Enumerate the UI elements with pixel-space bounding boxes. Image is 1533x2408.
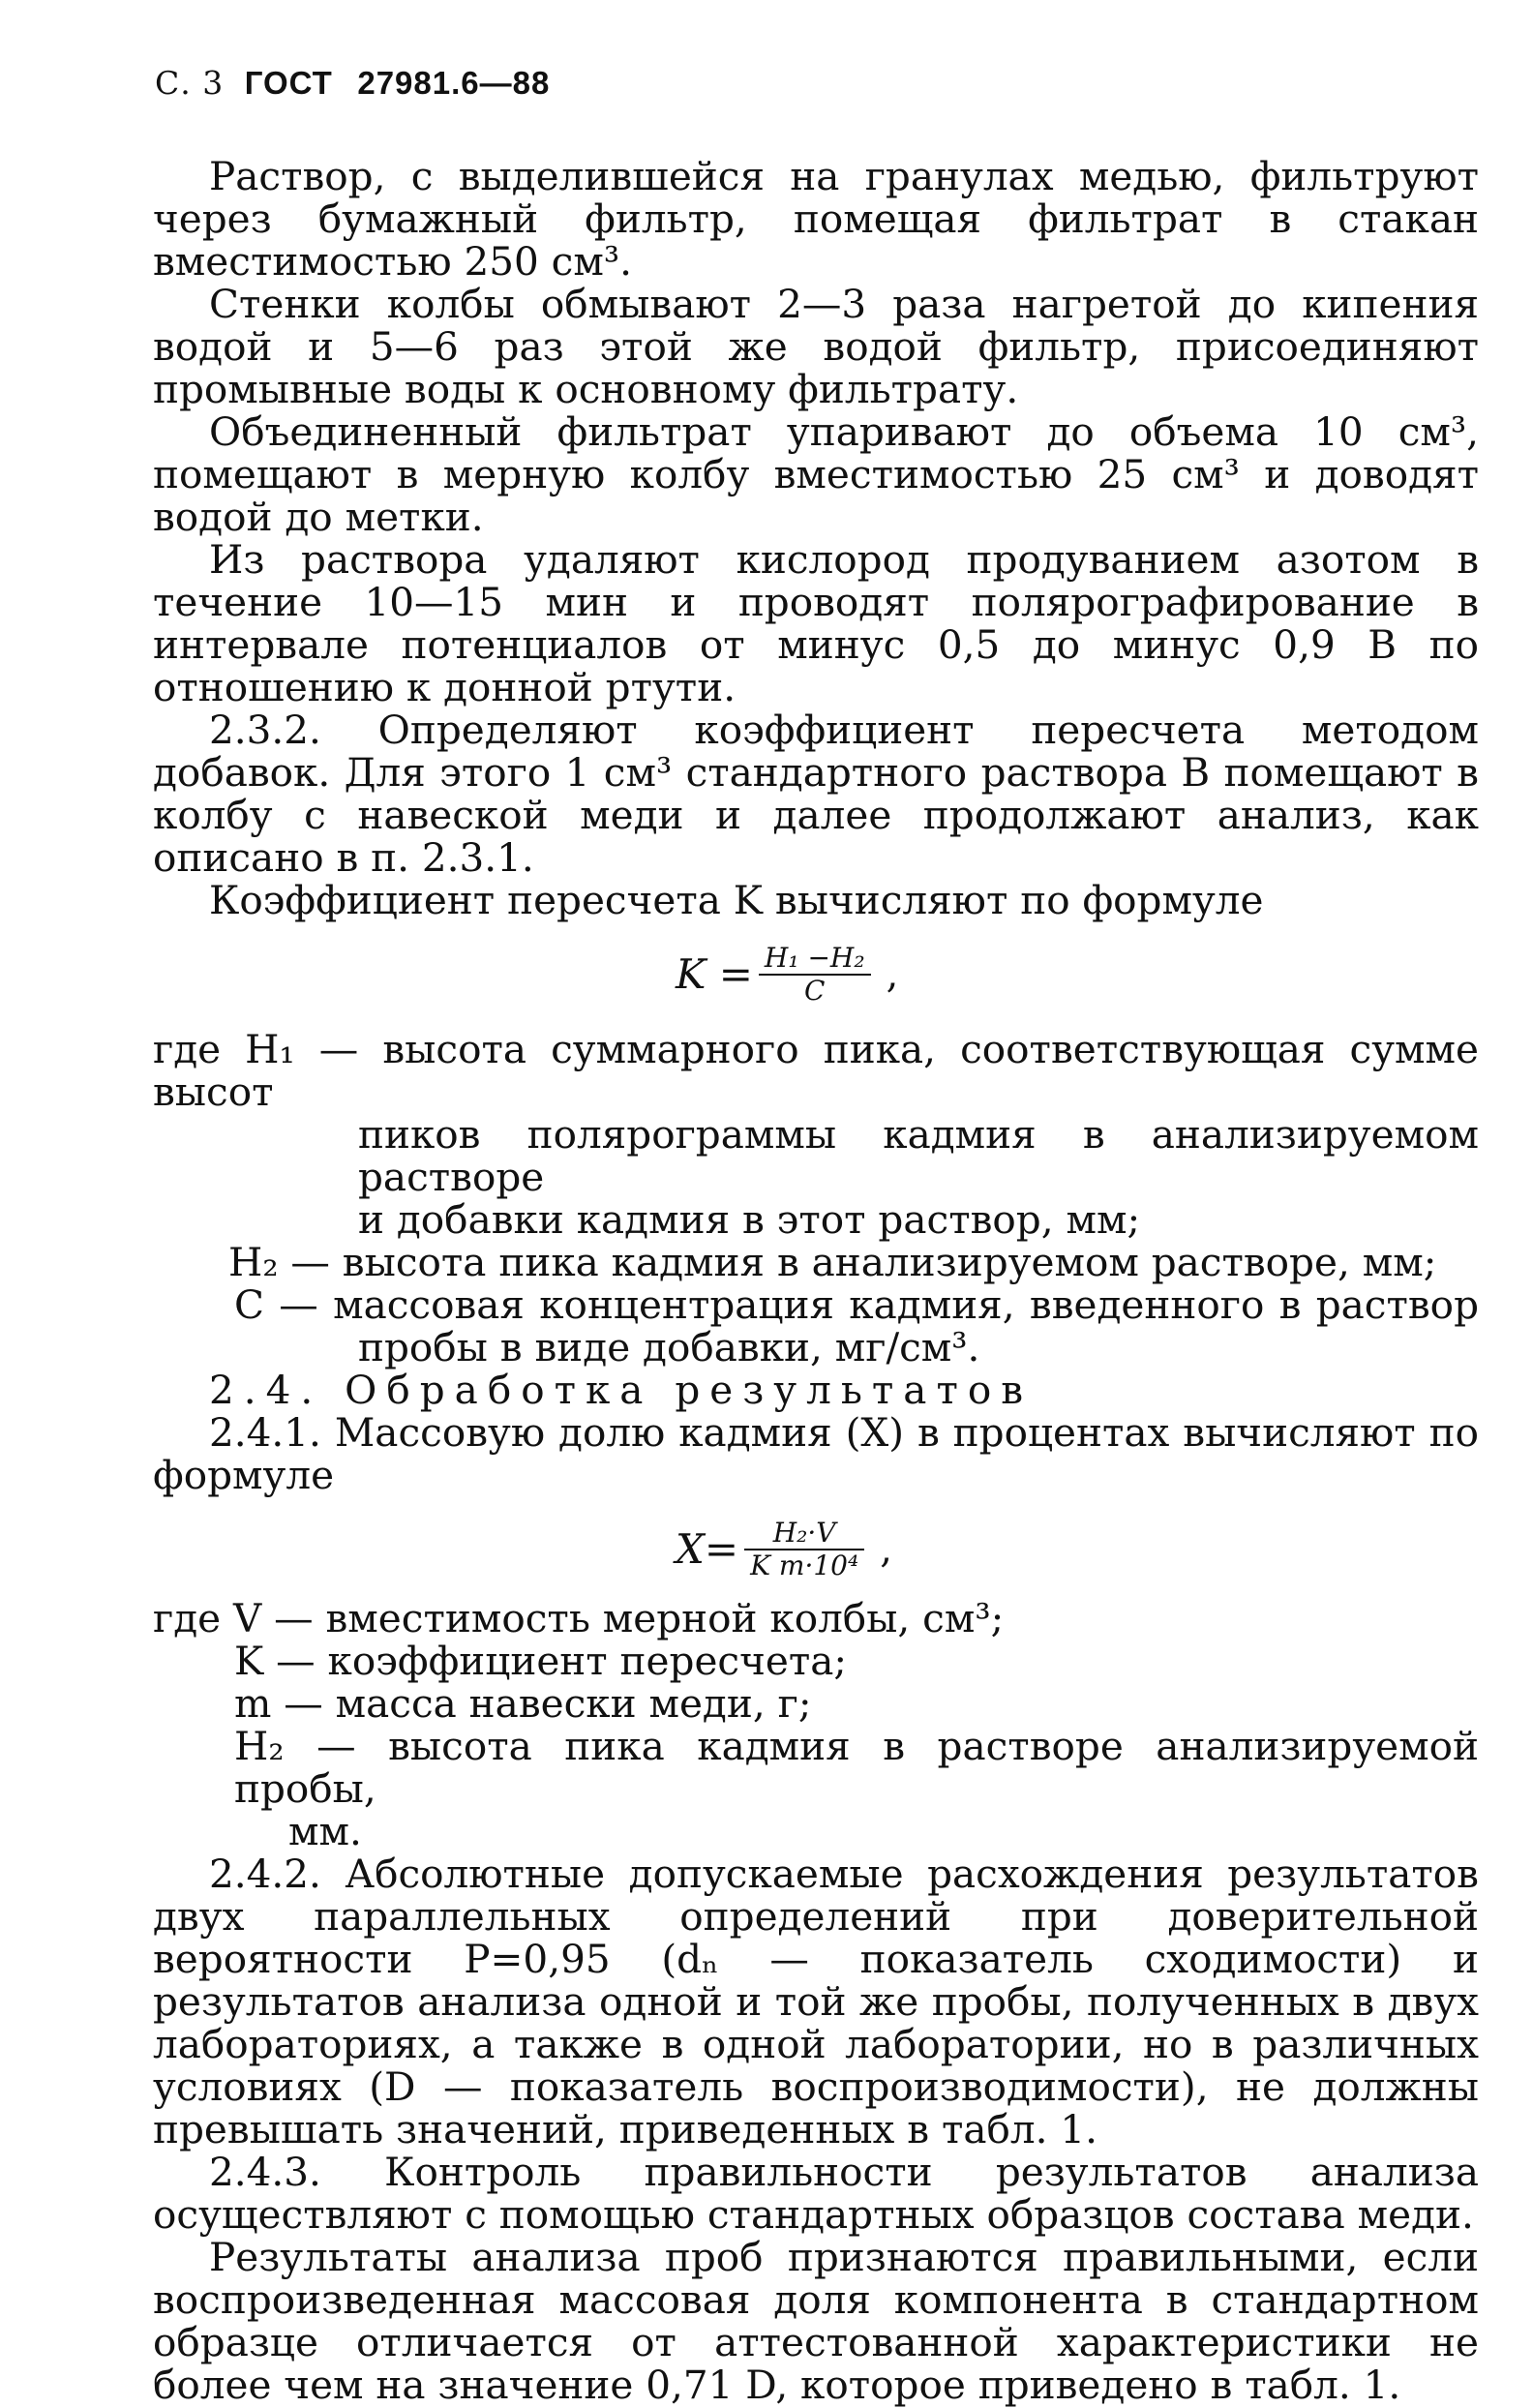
paragraph: Стенки колбы обмывают 2—3 раза нагретой до кипения водой и 5—6 раз этой же водой фильтр, присоединяют промывные воды к основному фильтрату. — [153, 281, 1479, 412]
definition-k: K — коэффициент пересчета; — [234, 1638, 848, 1684]
section-heading: 2.4. Обработка результатов — [209, 1367, 1034, 1413]
definitions-k — [153, 1028, 1479, 1369]
document-body — [153, 155, 1479, 2406]
formula-k — [153, 921, 1479, 1028]
fraction — [744, 1518, 864, 1581]
fraction-numerator: H₂·V — [772, 1517, 836, 1549]
paragraph: Объединенный фильтрат упаривают до объема 10 см³, помещают в мерную колбу вместимостью 25 см³ и доводят водой до метки. — [153, 408, 1479, 540]
paragraph: Раствор, с выделившейся на гранулах медью, фильтруют через бумажный фильтр, помещая фильтрат в стакан вместимостью 250 см³. — [153, 153, 1479, 285]
page-header — [155, 64, 550, 102]
definitions-x — [153, 1597, 1479, 1852]
paragraph: 2.4.1. Массовую долю кадмия (X) в процентах вычисляют по формуле — [153, 1409, 1479, 1498]
fraction-denominator: C — [804, 975, 826, 1007]
paragraph: 2.4.2. Абсолютные допускаемые расхождения результатов двух параллельных определений при доверительной вероятности P=0,95 (dₙ — показатель сходимости) и результатов анализа одной и той же пробы, полученных в двух лабораториях, а также в одной лаборатории, но в различных условиях (D — показатель воспроизводимости), не должны превышать значений, приведенных в табл. 1. — [153, 1851, 1479, 2152]
paragraph: Результаты анализа проб признаются правильными, если воспроизведенная массовая доля компонента в стандартном образце отличается от аттестованной характеристики не более чем на значение 0,71 D, которое приведено в табл. 1. — [153, 2234, 1479, 2408]
page-number: С. 3 — [155, 64, 225, 102]
fraction-numerator: H₁ −H₂ — [764, 942, 865, 974]
standard-label: ГОСТ — [244, 65, 333, 101]
formula-trail: , — [886, 952, 899, 997]
definition-c-cont: пробы в виде добавки, мг/см³. — [358, 1324, 980, 1370]
paragraph: 2.3.2. Определяют коэффициент пересчета методом добавок. Для этого 1 см³ стандартного раствора В помещают в колбу с навеской меди и далее продолжают анализ, как описано в п. 2.3.1. — [153, 707, 1479, 881]
definition-h2: H₂ — высота пика кадмия в анализируемом растворе, мм; — [228, 1239, 1437, 1285]
formula-lhs: K = — [676, 950, 753, 998]
definition-c: C — массовая концентрация кадмия, введенного в раствор — [234, 1281, 1479, 1328]
definition-m: m — масса навески меди, г; — [234, 1680, 812, 1727]
definition-h2: H₂ — высота пика кадмия в растворе анализируемой пробы, — [234, 1723, 1479, 1812]
definition-v: где V — вместимость мерной колбы, см³; — [153, 1595, 1005, 1641]
formula-lhs: X= — [676, 1525, 739, 1573]
definition-h1-cont: и добавки кадмия в этот раствор, мм; — [358, 1196, 1141, 1243]
definition-h2-cont: мм. — [288, 1808, 362, 1854]
fraction — [759, 943, 871, 1007]
paragraph: Из раствора удаляют кислород продуванием азотом в течение 10—15 мин и проводят полярографирование в интервале потенциалов от минус 0,5 до минус 0,9 В по отношению к донной ртути. — [153, 536, 1479, 710]
paragraph: Коэффициент пересчета K вычисляют по формуле — [209, 877, 1264, 923]
paragraph: 2.4.3. Контроль правильности результатов анализа осуществляют с помощью стандартных образцов состава меди. — [153, 2149, 1479, 2238]
formula-x — [153, 1496, 1479, 1597]
fraction-denominator: K m·10⁴ — [750, 1550, 859, 1581]
definition-h1-cont: пиков полярограммы кадмия в анализируемом растворе — [358, 1111, 1479, 1200]
standard-number: 27981.6—88 — [357, 65, 551, 101]
formula-trail: , — [880, 1527, 892, 1572]
definition-h1: где H₁ — высота суммарного пика, соответствующая сумме высот — [153, 1026, 1479, 1115]
